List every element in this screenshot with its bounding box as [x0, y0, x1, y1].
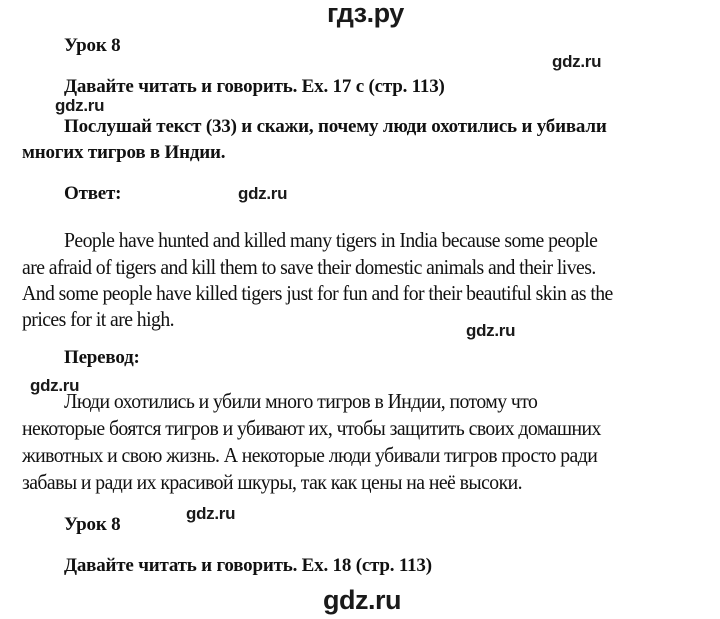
lesson-heading: Урок 8 [64, 35, 121, 56]
watermark: gdz.ru [55, 96, 105, 115]
watermark: gdz.ru [30, 376, 80, 395]
answer-line: People have hunted and killed many tigers in India because some people [64, 228, 598, 252]
translation-line: некоторые боятся тигров и убивают их, чтобы защитить своих домашних [22, 416, 601, 440]
watermark: gdz.ru [466, 321, 516, 340]
task-line: многих тигров в Индии. [22, 142, 226, 163]
task-line: Послушай текст (33) и скажи, почему люди охотились и убивали [64, 116, 607, 137]
site-title: гдз.ру [327, 0, 404, 28]
answer-line: prices for it are high. [22, 307, 175, 331]
translation-label: Перевод: [64, 347, 140, 368]
translation-line: Люди охотились и убили много тигров в Индии, потому что [64, 389, 538, 413]
exercise-heading: Давайте читать и говорить. Ex. 17 c (стр. 113) [64, 76, 445, 97]
answer-label: Ответ: [64, 183, 122, 204]
exercise-heading: Давайте читать и говорить. Ex. 18 (стр. 113) [64, 555, 432, 576]
lesson-heading: Урок 8 [64, 514, 121, 535]
watermark: gdz.ru [323, 585, 401, 615]
watermark: gdz.ru [238, 184, 288, 203]
translation-line: животных и свою жизнь. А некоторые люди убивали тигров просто ради [22, 443, 598, 467]
watermark: gdz.ru [552, 52, 602, 71]
watermark: gdz.ru [186, 504, 236, 523]
answer-line: are afraid of tigers and kill them to save their domestic animals and their lives. [22, 255, 596, 279]
answer-line: And some people have killed tigers just for fun and for their beautiful skin as the [22, 281, 613, 305]
translation-line: забавы и ради их красивой шкуры, так как цены на неё высоки. [22, 470, 522, 494]
